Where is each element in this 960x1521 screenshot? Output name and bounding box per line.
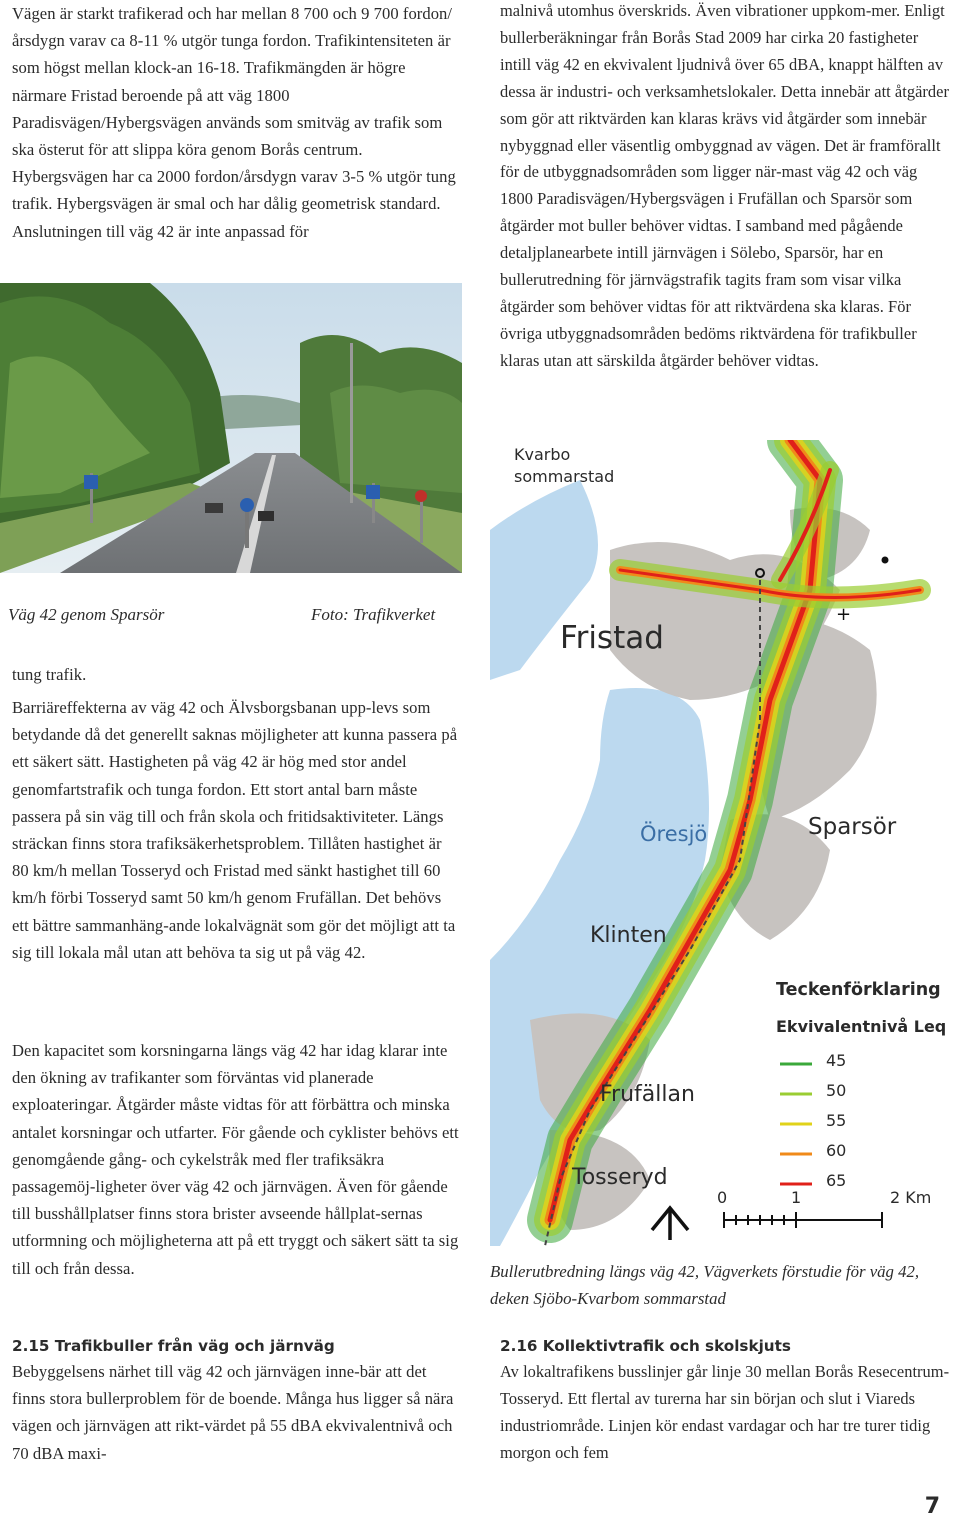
legend-subtitle: Ekvivalentnivå Leq (776, 1017, 947, 1036)
map-label-sparsor: Sparsör (808, 814, 897, 840)
map-label-tosseryd: Tosseryd (572, 1165, 668, 1190)
legend-label-55: 55 (826, 1111, 847, 1130)
legend-title: Teckenförklaring (776, 980, 941, 1000)
page-number: 7 (924, 1494, 940, 1519)
road-photo (0, 283, 462, 573)
map-label-fristad: Fristad (560, 620, 664, 656)
photo-caption: Väg 42 genom Sparsör (8, 605, 165, 624)
capacity-paragraph: Den kapacitet som korsningarna längs väg 42 har idag klarar inte den ökning av trafikanter som förväntas vid planerade exploateringar. Åtgärder måste vidtas för att förbättra och minska antalet korsningar och utfarter. För gående och cyklister behövs ett genomgående gång- och cykelstråk med fler trafiksäkra passagemöj-ligheter över väg 42 och järnvägen. Även för gående till busshållplatser finns stora brister avseende hållplat-sernas utformning och möjligheterna att på ett tryggt och säkert sätt ta sig till och från dessa. (12, 1041, 459, 1278)
noise-map-graphic (490, 440, 960, 1246)
transit-paragraph: Av lokaltrafikens busslinjer går linje 30 mellan Borås Resecentrum-Tosseryd. Ett flertal av turerna har sin början och slut i Viareds industriområde. Linjen kör endast vardagar och har tre turer tidig morgon och fem (500, 1362, 950, 1462)
noise-continuation-paragraph: malnivå utomhus överskrids. Även vibrationer uppkom-mer. Enligt bullerberäkningar från Borås Stad 2009 har cirka 20 fastigheter intill väg 42 en ekvivalent ljudnivå över 65 dBA, knappt hälften av dessa är industri- och verksamhetslokaler. Detta innebär att åtgärder som gör att riktvärden kan klaras krävs vid åtgärder som innebär nybyggnad eller väsentlig ombyggnad av vägen. Det är framförallt för de utbyggnadsområden som ligger när-mast väg 42 och väg 1800 Paradisvägen/Hybergsvägen i Frufällan och Sparsör som åtgärder mot buller behöver vidtas. I samband med pågående detaljplanearbete intill järnvägen i Sölebo, Sparsör, har en bullerutredning för järnvägstrafik tagits fram som visar vilka åtgärder som behöver vidtas för att riktvärdena ska klaras. För övriga utbyggnadsområden bedöms riktvärdena för trafikbuller klaras utan att särskilda åtgärder behöver vidtas. (500, 1, 950, 370)
legend-label-65: 65 (826, 1171, 847, 1190)
noise-map (490, 440, 960, 1246)
map-caption: Bullerutbredning längs väg 42, Vägverkets förstudie för väg 42, deken Sjöbo-Kvarbom sommarstad (490, 1262, 920, 1308)
section-heading-2-16: 2.16 Kollektivtrafik och skolskjuts (500, 1337, 791, 1355)
scale-label-1: 1 (791, 1188, 802, 1207)
legend-label-50: 50 (826, 1081, 847, 1100)
map-label-frufallan: Frufällan (600, 1082, 695, 1107)
scale-label-0: 0 (717, 1188, 728, 1207)
section-heading-2-15: 2.15 Trafikbuller från väg och järnväg (12, 1337, 335, 1355)
svg-text:+: + (836, 604, 852, 625)
map-label-klinten: Klinten (590, 923, 667, 948)
legend-label-60: 60 (826, 1141, 847, 1160)
legend-label-45: 45 (826, 1051, 847, 1070)
scale-label-2km: 2 Km (890, 1188, 932, 1207)
barrier-paragraph: Barriäreffekterna av väg 42 och Älvsborgsbanan upp-levs som betydande då det generellt saknas möjligheter att kunna passera på ett säkert sätt. Hastigheten på väg 42 är hög med stor andel genomfartstrafik och tunga fordon. Ett stort antal barn måste passera på sin väg till och från skola och fritidsaktiviteter. Längs sträckan finns stora trafiksäkerhetsproblem. Tillåten hastighet är 80 km/h mellan Tosseryd och Fristad med sänkt hastighet till 60 km/h förbi Tosseryd samt 50 km/h genom Frufällan. Det behövs ett bättre sammanhäng-ande lokalvägnät som gör det möjligt att ta sig till lokala mål utan att behöva ta sig ut på väg 42. (12, 698, 458, 962)
intro-paragraph: Vägen är starkt trafikerad och har mellan 8 700 och 9 700 fordon/årsdygn varav ca 8-11 % utgör tunga fordon. Trafikintensiteten är som högst mellan klock-an 16-18. Trafikmängden är högre närmare Fristad beroende på att väg 1800 Paradisvägen/Hybergsvägen används som smitväg av trafik som ska österut för att slippa köra genom Borås centrum. Hybergsvägen har ca 2000 fordon/årsdygn varav 3-5 % utgör tung trafik. Hybergsvägen är smal och har dålig geometrisk standard. Anslutningen till väg 42 är inte anpassad för (12, 4, 456, 241)
map-label-oresjo: Öresjö (640, 822, 708, 846)
map-label-kvarbo: Kvarbo sommarstad (514, 445, 615, 486)
photo-credit: Foto: Trafikverket (311, 605, 436, 624)
continuation-paragraph: tung trafik. (12, 665, 87, 684)
noise-paragraph: Bebyggelsens närhet till väg 42 och järnvägen inne-bär att det finns stora bullerproblem för de boende. Många hus ligger så nära vägen och järnvägen att rikt-värdet på 55 dBA ekvivalentnivå och 70 dBA maxi- (12, 1362, 454, 1463)
